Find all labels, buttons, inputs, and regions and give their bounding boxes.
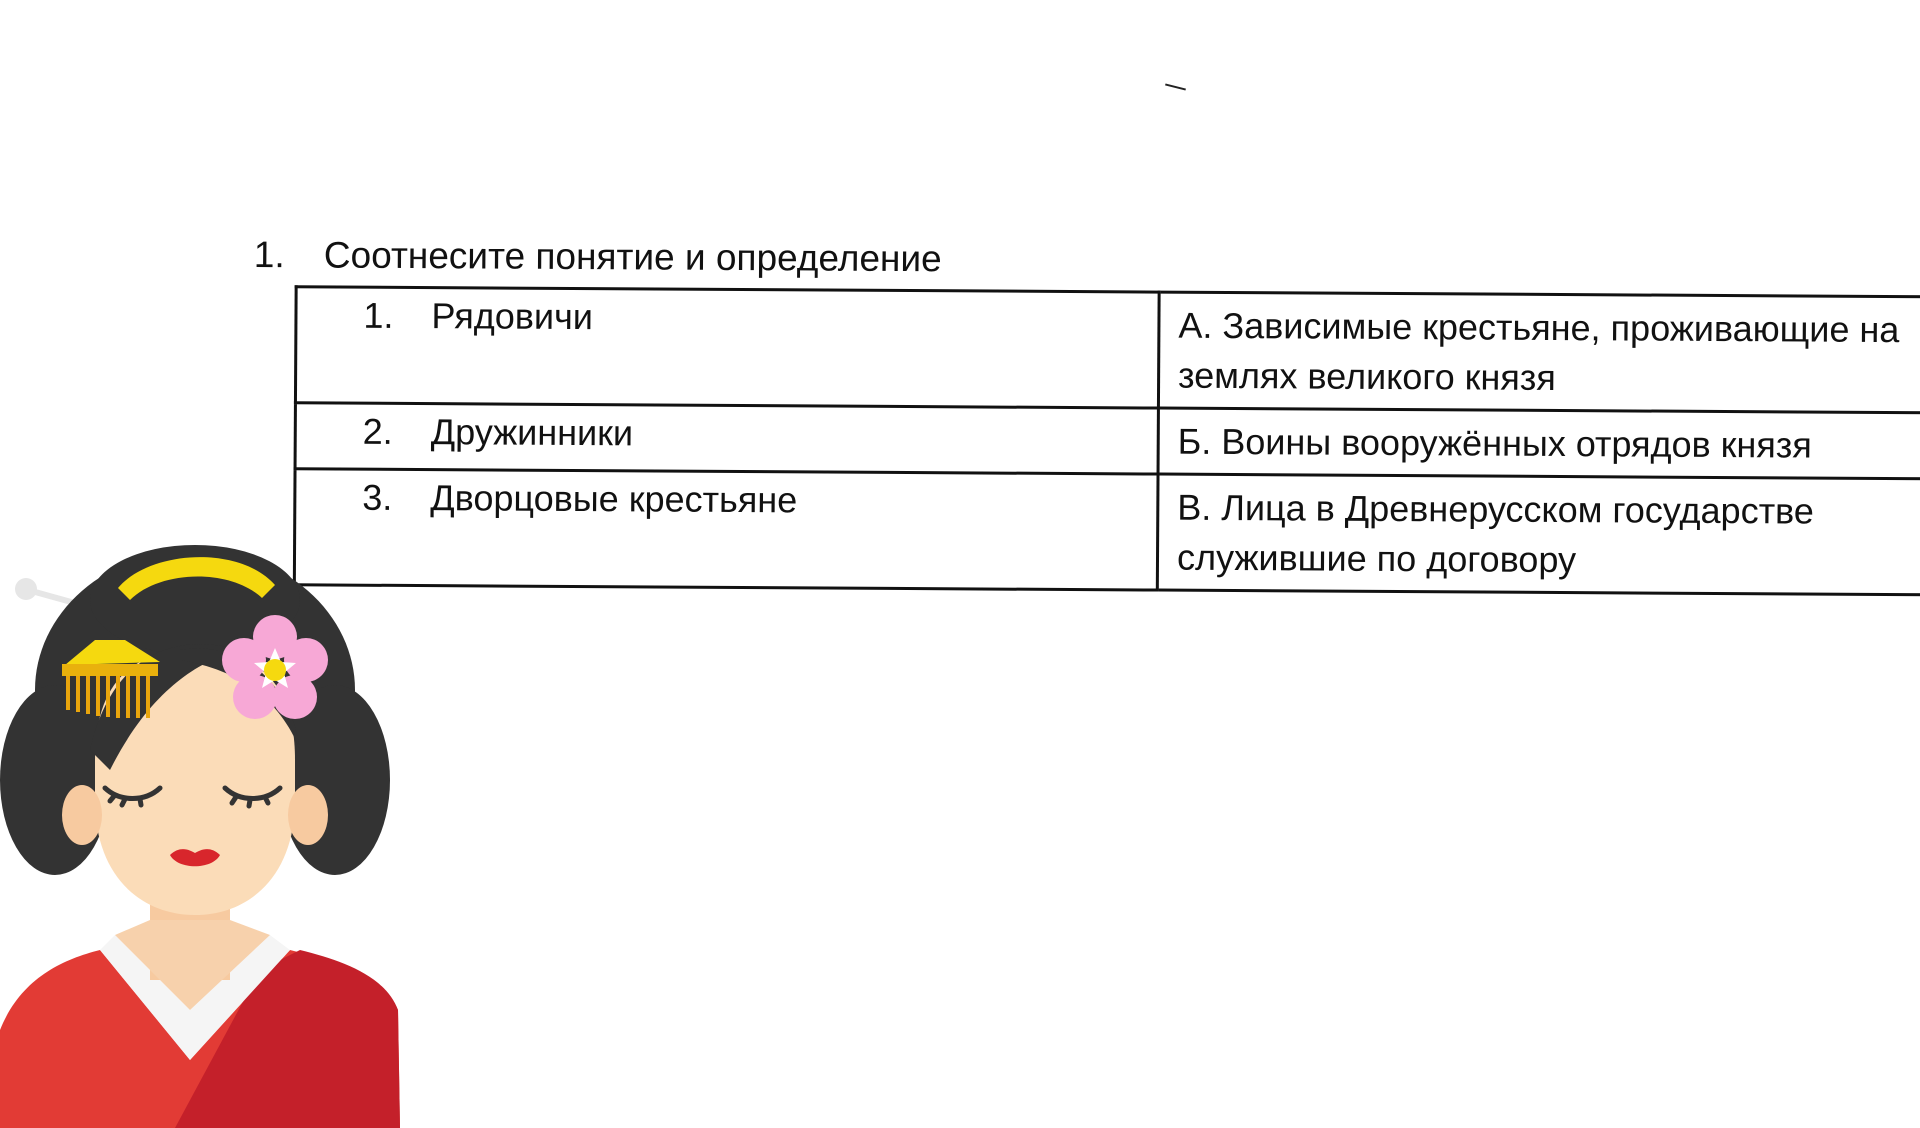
definition-line: Б. Воины вооружённых отрядов князя: [1177, 420, 1813, 466]
definition-cell: [1158, 408, 1920, 479]
definition-line: В. Лица в Древнерусском государстве: [1177, 486, 1814, 532]
stray-pen-mark: [1165, 83, 1186, 90]
task-number: 1.: [253, 234, 285, 276]
table-row: [295, 287, 1920, 413]
term-text: Дружинники: [430, 411, 634, 454]
task-instruction: Соотнесите понятие и определение: [323, 234, 942, 280]
table-row: [294, 469, 1920, 595]
term-cell: [295, 287, 1159, 408]
table-row: [295, 403, 1920, 479]
term-cell: [294, 469, 1158, 590]
task-heading: [254, 230, 942, 284]
definition-line: землях великого князя: [1178, 354, 1556, 398]
term-cell: [295, 403, 1158, 474]
definition-cell: [1157, 474, 1920, 595]
definition-line: А. Зависимые крестьяне, проживающие на: [1178, 304, 1900, 351]
term-text: Рядовичи: [431, 295, 594, 338]
term-number: 1.: [363, 294, 394, 336]
definition-line: служившие по договору: [1176, 536, 1577, 581]
matching-task: [250, 230, 1920, 581]
term-number: 3.: [362, 476, 393, 518]
matching-table: [293, 285, 1920, 596]
geisha-illustration: [0, 540, 400, 1128]
term-number: 2.: [362, 410, 393, 452]
definition-cell: [1158, 292, 1920, 413]
term-text: Дворцовые крестьяне: [430, 477, 798, 521]
